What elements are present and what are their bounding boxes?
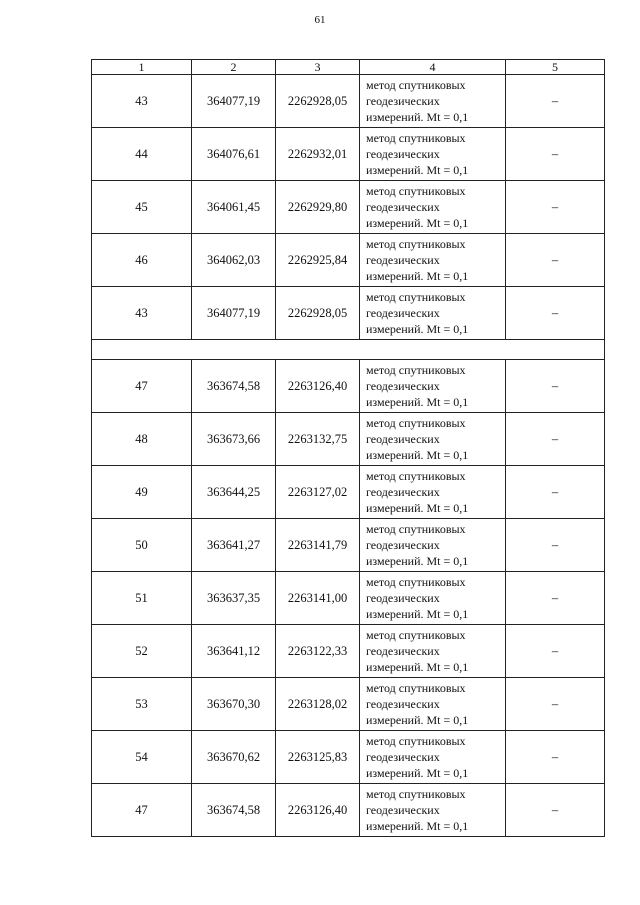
method-line: метод спутниковых [366,131,466,145]
y-coordinate-cell: 2263141,79 [276,519,360,572]
table-row [92,360,605,413]
method-cell [360,287,506,340]
note-cell: – [506,181,605,234]
method-cell [360,466,506,519]
table-row [92,572,605,625]
method-line: измерений. Mt = 0,1 [366,163,469,177]
note-cell: – [506,128,605,181]
y-coordinate-cell: 2263126,40 [276,360,360,413]
table-row [92,519,605,572]
method-line: измерений. Mt = 0,1 [366,269,469,283]
method-line: измерений. Mt = 0,1 [366,322,469,336]
method-line: метод спутниковых [366,416,466,430]
note-cell: – [506,466,605,519]
y-coordinate-cell: 2262929,80 [276,181,360,234]
point-number-cell: 43 [92,287,192,340]
method-line: метод спутниковых [366,78,466,92]
page-number: 61 [314,14,326,26]
x-coordinate-cell: 364077,19 [192,75,276,128]
point-number-cell: 48 [92,413,192,466]
method-line: геодезических [366,803,440,817]
table-row [92,784,605,837]
method-line: геодезических [366,147,440,161]
method-line: геодезических [366,538,440,552]
method-cell [360,128,506,181]
method-line: геодезических [366,591,440,605]
method-line: метод спутниковых [366,522,466,536]
method-cell [360,181,506,234]
method-line: геодезических [366,432,440,446]
y-coordinate-cell: 2262925,84 [276,234,360,287]
point-number-cell: 52 [92,625,192,678]
method-cell [360,678,506,731]
method-line: метод спутниковых [366,469,466,483]
x-coordinate-cell: 363674,58 [192,360,276,413]
method-line: измерений. Mt = 0,1 [366,607,469,621]
note-cell: – [506,784,605,837]
separator-cell [92,340,605,360]
x-coordinate-cell: 364062,03 [192,234,276,287]
y-coordinate-cell: 2262932,01 [276,128,360,181]
method-line: метод спутниковых [366,290,466,304]
point-number-cell: 54 [92,731,192,784]
header-cell: 4 [360,60,506,75]
table-row [92,181,605,234]
table-row [92,731,605,784]
method-cell [360,572,506,625]
method-line: геодезических [366,306,440,320]
method-line: геодезических [366,94,440,108]
point-number-cell: 49 [92,466,192,519]
method-line: измерений. Mt = 0,1 [366,660,469,674]
y-coordinate-cell: 2263141,00 [276,572,360,625]
header-row [92,60,605,75]
x-coordinate-cell: 363644,25 [192,466,276,519]
method-cell [360,625,506,678]
note-cell: – [506,360,605,413]
x-coordinate-cell: 364076,61 [192,128,276,181]
method-line: измерений. Mt = 0,1 [366,110,469,124]
table-row [92,75,605,128]
header-cell: 3 [276,60,360,75]
y-coordinate-cell: 2263127,02 [276,466,360,519]
method-line: метод спутниковых [366,184,466,198]
point-number-cell: 47 [92,784,192,837]
method-cell [360,360,506,413]
x-coordinate-cell: 363670,62 [192,731,276,784]
note-cell: – [506,572,605,625]
method-line: метод спутниковых [366,734,466,748]
method-line: геодезических [366,253,440,267]
point-number-cell: 53 [92,678,192,731]
separator-row [92,340,605,360]
method-cell [360,519,506,572]
coordinates-table [91,59,605,837]
header-cell: 5 [506,60,605,75]
method-line: геодезических [366,485,440,499]
note-cell: – [506,234,605,287]
method-line: метод спутниковых [366,787,466,801]
note-cell: – [506,413,605,466]
method-line: измерений. Mt = 0,1 [366,448,469,462]
method-line: метод спутниковых [366,363,466,377]
method-line: измерений. Mt = 0,1 [366,501,469,515]
x-coordinate-cell: 364077,19 [192,287,276,340]
point-number-cell: 51 [92,572,192,625]
point-number-cell: 44 [92,128,192,181]
method-line: метод спутниковых [366,628,466,642]
method-line: метод спутниковых [366,237,466,251]
method-cell [360,731,506,784]
table-row [92,466,605,519]
y-coordinate-cell: 2263125,83 [276,731,360,784]
point-number-cell: 43 [92,75,192,128]
method-cell [360,75,506,128]
point-number-cell: 50 [92,519,192,572]
table-row [92,234,605,287]
method-line: геодезических [366,697,440,711]
method-cell [360,784,506,837]
y-coordinate-cell: 2262928,05 [276,287,360,340]
x-coordinate-cell: 363673,66 [192,413,276,466]
table-row [92,413,605,466]
method-line: геодезических [366,200,440,214]
table-row [92,128,605,181]
x-coordinate-cell: 363637,35 [192,572,276,625]
method-cell [360,234,506,287]
method-cell [360,413,506,466]
table-body [92,75,605,837]
method-line: измерений. Mt = 0,1 [366,554,469,568]
method-line: метод спутниковых [366,681,466,695]
table-row [92,287,605,340]
y-coordinate-cell: 2263122,33 [276,625,360,678]
method-line: геодезических [366,379,440,393]
table-row [92,678,605,731]
x-coordinate-cell: 363641,12 [192,625,276,678]
x-coordinate-cell: 363641,27 [192,519,276,572]
note-cell: – [506,519,605,572]
note-cell: – [506,678,605,731]
table-row [92,625,605,678]
method-line: измерений. Mt = 0,1 [366,216,469,230]
note-cell: – [506,625,605,678]
x-coordinate-cell: 364061,45 [192,181,276,234]
method-line: измерений. Mt = 0,1 [366,819,469,833]
y-coordinate-cell: 2263132,75 [276,413,360,466]
method-line: измерений. Mt = 0,1 [366,766,469,780]
note-cell: – [506,287,605,340]
method-line: измерений. Mt = 0,1 [366,713,469,727]
y-coordinate-cell: 2263126,40 [276,784,360,837]
x-coordinate-cell: 363674,58 [192,784,276,837]
x-coordinate-cell: 363670,30 [192,678,276,731]
y-coordinate-cell: 2263128,02 [276,678,360,731]
method-line: метод спутниковых [366,575,466,589]
method-line: геодезических [366,644,440,658]
header-cell: 2 [192,60,276,75]
header-cell: 1 [92,60,192,75]
method-line: геодезических [366,750,440,764]
method-line: измерений. Mt = 0,1 [366,395,469,409]
note-cell: – [506,731,605,784]
y-coordinate-cell: 2262928,05 [276,75,360,128]
point-number-cell: 46 [92,234,192,287]
point-number-cell: 45 [92,181,192,234]
point-number-cell: 47 [92,360,192,413]
note-cell: – [506,75,605,128]
